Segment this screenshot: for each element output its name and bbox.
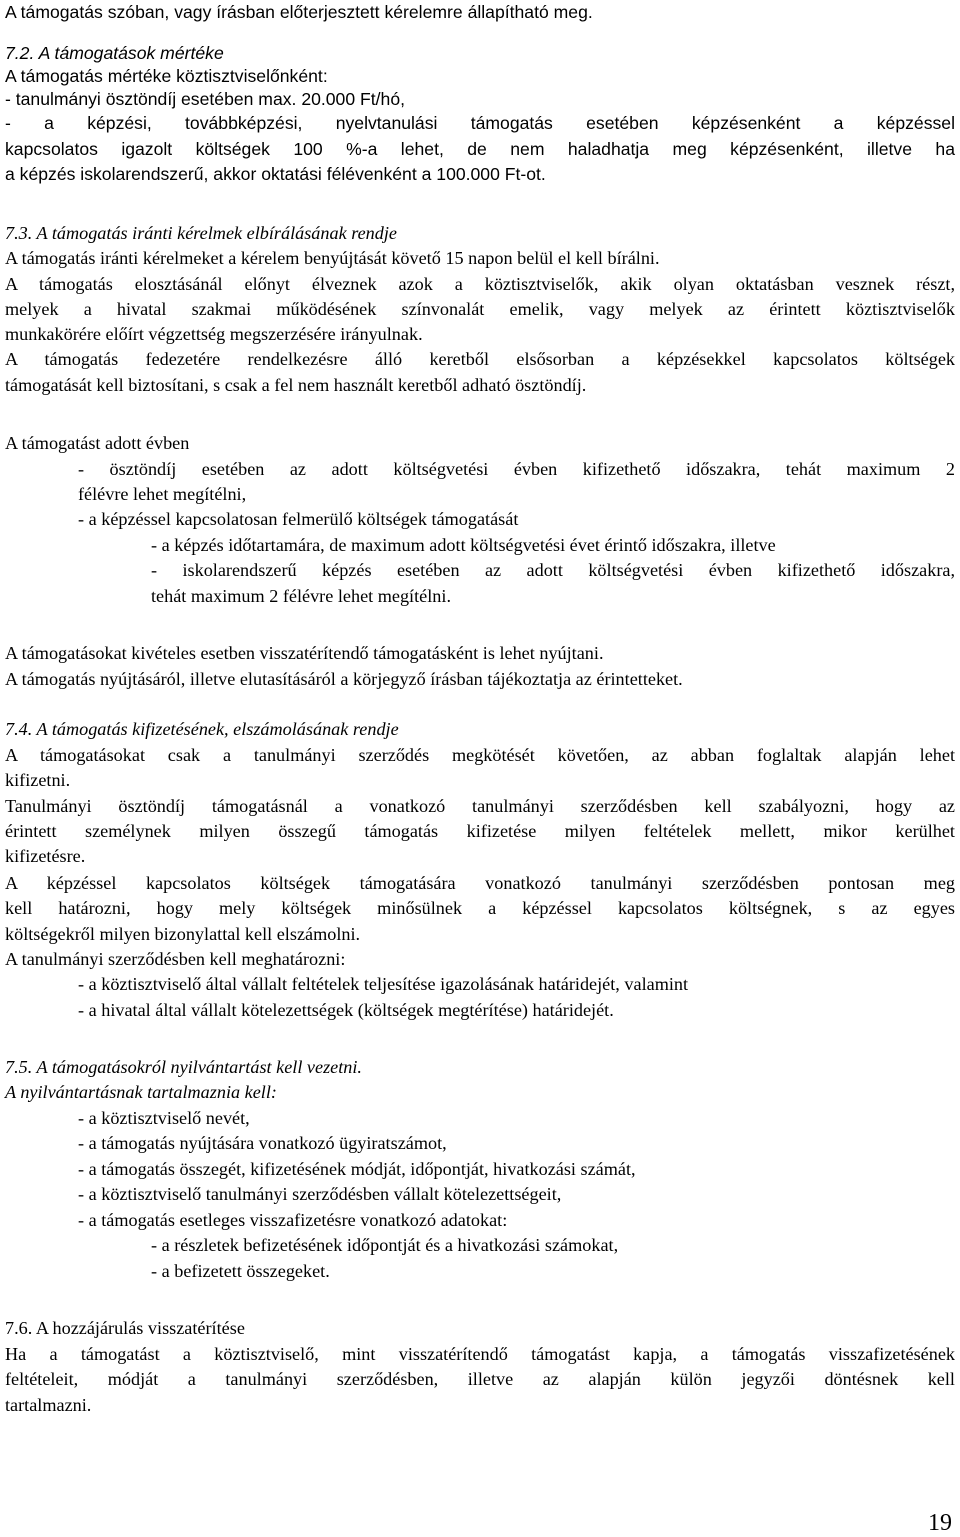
- list-item: - a támogatás esetleges visszafizetésre vonatkozó adatokat:: [78, 1210, 508, 1230]
- section-heading-7-6: 7.6. A hozzájárulás visszatérítése: [5, 1318, 245, 1338]
- list-item: - a köztisztviselő nevét,: [78, 1108, 250, 1128]
- text-line: A támogatás szóban, vagy írásban előterjesztett kérelemre állapítható meg.: [5, 2, 593, 22]
- text-line: A támogatásokat kivételes esetben visszatérítendő támogatásként is lehet nyújtani.: [5, 643, 604, 663]
- section-heading-7-2: 7.2. A támogatások mértéke: [5, 43, 224, 63]
- section-heading-7-3: 7.3. A támogatás iránti kérelmek elbírálásának rendje: [5, 223, 397, 243]
- text-line: A képzéssel kapcsolatos költségek támogatására vonatkozó tanulmányi szerződésben pontosan meg: [5, 873, 955, 893]
- text-line: A tanulmányi szerződésben kell meghatározni:: [5, 949, 346, 969]
- text-line: kapcsolatos igazolt költségek 100 %-a lehet, de nem haladhatja meg képzésenként, illetve ha: [5, 139, 955, 159]
- list-item: - a képzés időtartamára, de maximum adott költségvetési évet érintő időszakra, illetve: [151, 535, 776, 555]
- list-item: - a köztisztviselő által vállalt feltételek teljesítése igazolásának határidejét, valamint: [78, 974, 689, 994]
- text-line: támogatását kell biztosítani, s csak a fel nem használt keretből adható ösztöndíj.: [5, 375, 587, 395]
- text-line: Ha a támogatást a köztisztviselő, mint visszatérítendő támogatást kapja, a támogatás visszafizetésének: [5, 1344, 955, 1364]
- text-line: feltételeit, módját a tanulmányi szerződésben, illetve az alapján külön jegyzői döntésnek kell: [5, 1369, 955, 1389]
- text-line: költségekről milyen bizonylattal kell elszámolni.: [5, 924, 361, 944]
- section-heading-7-4: 7.4. A támogatás kifizetésének, elszámolásának rendje: [5, 719, 399, 739]
- list-item: - iskolarendszerű képzés esetében az adott költségvetési évben kifizethető időszakra,: [151, 560, 955, 580]
- list-item: - a hivatal által vállalt kötelezettségek (költségek megtérítése) határidejét.: [78, 1000, 614, 1020]
- text-line: munkakörére előírt végzettség megszerzésére irányulnak.: [5, 324, 423, 344]
- list-item: - a képzési, továbbképzési, nyelvtanulási támogatás esetében képzésenként a képzéssel: [5, 113, 955, 133]
- page-number: 19: [928, 1510, 952, 1536]
- text-line: A támogatás elosztásánál előnyt élveznek azok a köztisztviselők, akik olyan oktatásban vesznek részt,: [5, 274, 955, 294]
- list-item: - a részletek befizetésének időpontját és a hivatkozási számokat,: [151, 1235, 619, 1255]
- text-line: A támogatás nyújtásáról, illetve elutasításáról a körjegyző írásban tájékoztatja az érintetteket.: [5, 669, 683, 689]
- text-line: kifizetésre.: [5, 846, 86, 866]
- text-line: A támogatás iránti kérelmeket a kérelem benyújtását követő 15 napon belül el kell bírálni.: [5, 248, 660, 268]
- list-item: - tanulmányi ösztöndíj esetében max. 20.000 Ft/hó,: [5, 89, 406, 109]
- text-line: A támogatás mértéke köztisztviselőnként:: [5, 66, 328, 86]
- text-line: A támogatásokat csak a tanulmányi szerződés megkötését követően, az abban foglaltak alapján lehet: [5, 745, 955, 765]
- text-line: kifizetni.: [5, 770, 71, 790]
- text-line: Tanulmányi ösztöndíj támogatásnál a vonatkozó tanulmányi szerződésben kell szabályozni, hogy az: [5, 796, 955, 816]
- text-line: a képzés iskolarendszerű, akkor oktatási félévenként a 100.000 Ft-ot.: [5, 164, 546, 184]
- text-line: melyek a hivatal szakmai működésének színvonalát emelik, vagy melyek az érintett köztisztviselők: [5, 299, 955, 319]
- list-item: - a támogatás nyújtására vonatkozó ügyiratszámot,: [78, 1133, 447, 1153]
- text-line: kell határozni, hogy mely költségek minősülnek a képzéssel kapcsolatos költségnek, s az egyes: [5, 898, 955, 918]
- text-line: A támogatás fedezetére rendelkezésre álló keretből elsősorban a képzésekkel kapcsolatos költségek: [5, 349, 955, 369]
- text-line: tartalmazni.: [5, 1395, 92, 1415]
- text-line: érintett személynek milyen összegű támogatás kifizetése milyen feltételek mellett, mikor kerülhet: [5, 821, 955, 841]
- list-item: - ösztöndíj esetében az adott költségvetési évben kifizethető időszakra, tehát maximum 2: [78, 459, 955, 479]
- list-item: - a befizetett összegeket.: [151, 1261, 330, 1281]
- list-item: - a köztisztviselő tanulmányi szerződésben vállalt kötelezettségeit,: [78, 1184, 562, 1204]
- subheading: A nyilvántartásnak tartalmaznia kell:: [5, 1082, 277, 1102]
- text-line: félévre lehet megítélni,: [78, 484, 247, 504]
- section-heading-7-5: 7.5. A támogatásokról nyilvántartást kell vezetni.: [5, 1057, 362, 1077]
- list-item: - a képzéssel kapcsolatosan felmerülő költségek támogatását: [78, 509, 519, 529]
- list-item: - a támogatás összegét, kifizetésének módját, időpontját, hivatkozási számát,: [78, 1159, 636, 1179]
- text-line: A támogatást adott évben: [5, 433, 190, 453]
- text-line: tehát maximum 2 félévre lehet megítélni.: [151, 586, 451, 606]
